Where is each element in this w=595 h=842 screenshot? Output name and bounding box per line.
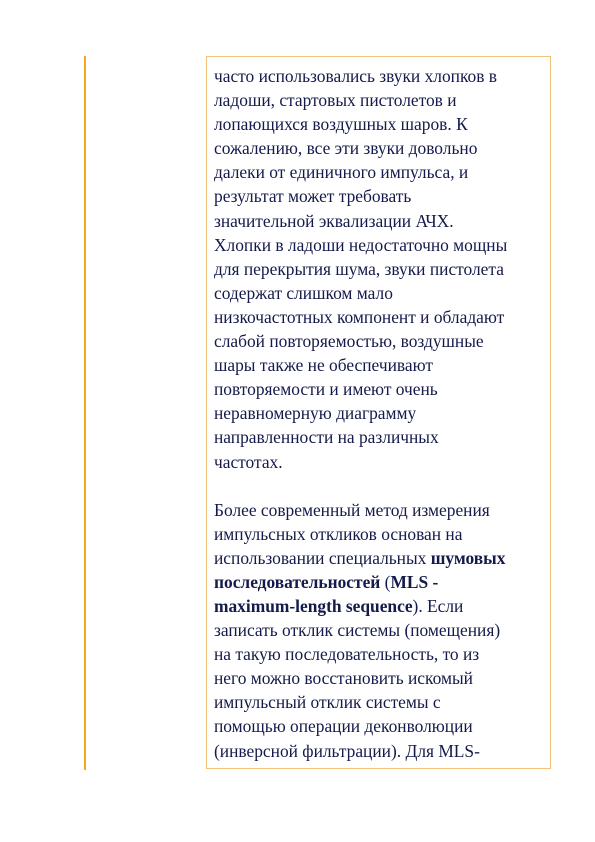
text-line <box>214 257 544 281</box>
text-line <box>214 522 544 546</box>
text-line <box>214 136 544 160</box>
paragraph <box>214 498 544 763</box>
text-line <box>214 450 544 474</box>
text-run: ладоши, стартовых пистолетов и <box>214 90 457 111</box>
text-run: частотах. <box>214 451 283 472</box>
text-line <box>214 401 544 425</box>
text-line <box>214 498 544 522</box>
text-run: помощью операции деконволюции <box>214 716 473 737</box>
text-line <box>214 666 544 690</box>
text-content <box>214 64 544 763</box>
text-line <box>214 739 544 763</box>
text-line <box>214 112 544 136</box>
text-line <box>214 546 544 570</box>
bold-term: MLS - <box>390 571 439 592</box>
text-line <box>214 594 544 618</box>
text-run: неравномерную диаграмму <box>214 403 417 424</box>
text-run: повторяемости и имеют очень <box>214 379 438 400</box>
text-frame <box>206 56 551 769</box>
text-line <box>214 425 544 449</box>
text-run: результат может требовать <box>214 186 412 207</box>
text-line <box>214 281 544 305</box>
text-line <box>214 353 544 377</box>
text-line <box>214 160 544 184</box>
text-line <box>214 714 544 738</box>
text-run: ). Если <box>412 595 464 616</box>
text-run: содержат слишком мало <box>214 282 393 303</box>
text-run: Более современный метод измерения <box>214 499 490 520</box>
text-run: него можно восстановить искомый <box>214 668 473 689</box>
text-line <box>214 88 544 112</box>
text-line <box>214 233 544 257</box>
text-run: значительной эквализации АЧХ. <box>214 210 454 231</box>
bold-term: шумовых <box>430 547 506 568</box>
text-run: далеки от единичного импульса, и <box>214 162 469 183</box>
text-run: низкочастотных компонент и обладают <box>214 306 505 327</box>
text-run: импульсный отклик системы с <box>214 692 441 713</box>
text-run: (инверсной фильтрации). Для MLS- <box>214 740 480 761</box>
text-line <box>214 570 544 594</box>
text-run: для перекрытия шума, звуки пистолета <box>214 258 504 279</box>
text-run: направленности на различных <box>214 427 439 448</box>
text-line <box>214 642 544 666</box>
bold-term: последовательностей <box>214 571 381 592</box>
text-line <box>214 64 544 88</box>
text-line <box>214 618 544 642</box>
text-run: ( <box>380 571 391 592</box>
text-run: Хлопки в ладоши недостаточно мощны <box>214 234 508 255</box>
paragraph <box>214 64 544 474</box>
text-run: часто использовались звуки хлопков в <box>214 66 497 86</box>
bold-term: maximum-length sequence <box>214 595 413 616</box>
text-line <box>214 690 544 714</box>
text-line <box>214 305 544 329</box>
text-run: шары также не обеспечивают <box>214 355 433 376</box>
text-run: сожалению, все эти звуки довольно <box>214 138 478 159</box>
text-line <box>214 184 544 208</box>
text-line <box>214 329 544 353</box>
text-run: записать отклик системы (помещения) <box>214 620 501 641</box>
text-run: использовании специальных <box>214 547 431 568</box>
left-margin-rule <box>84 56 86 770</box>
text-line <box>214 377 544 401</box>
text-line <box>214 209 544 233</box>
text-run: импульсных откликов основан на <box>214 523 463 544</box>
text-run: лопающихся воздушных шаров. К <box>214 114 468 135</box>
text-run: слабой повторяемостью, воздушные <box>214 331 484 352</box>
text-run: на такую последовательность, то из <box>214 644 480 665</box>
